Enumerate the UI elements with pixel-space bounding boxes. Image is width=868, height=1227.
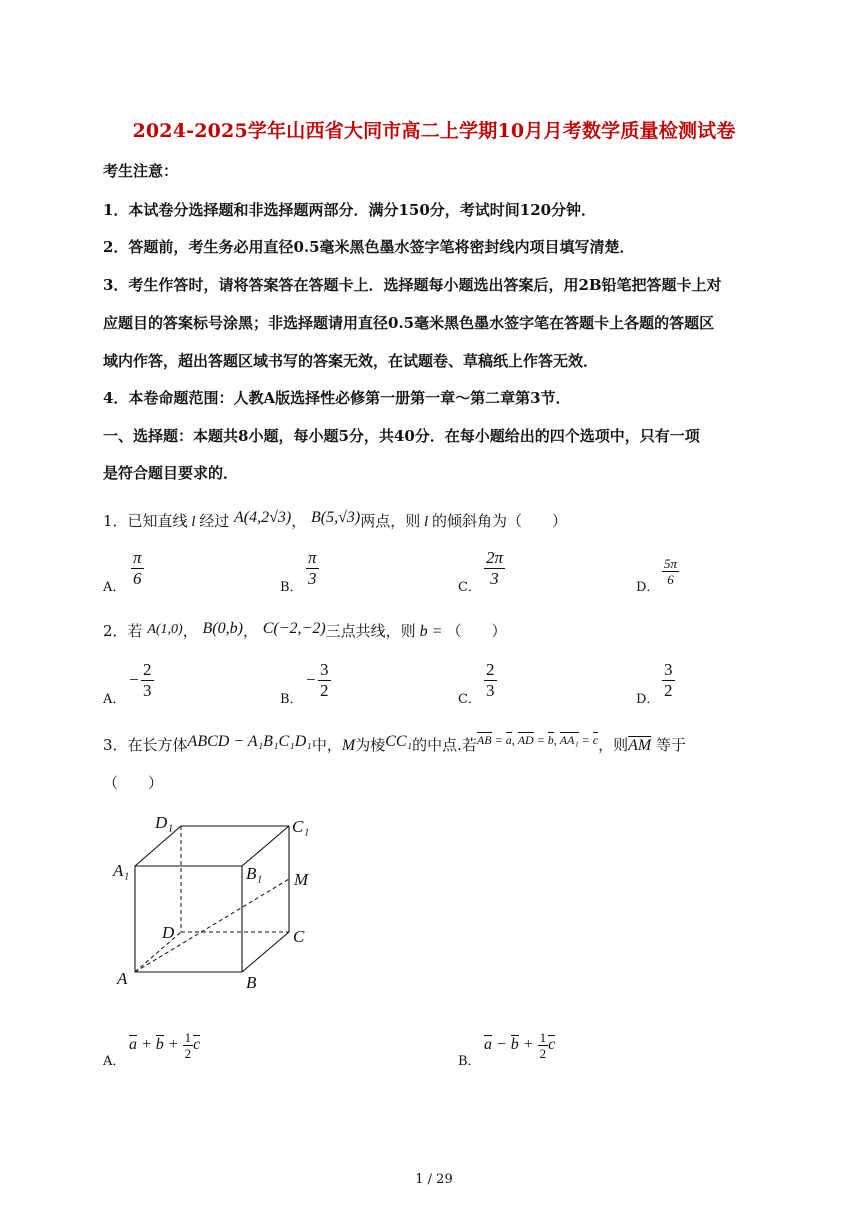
q3-edge: CC₁ xyxy=(385,733,413,750)
q3-target-vector: AM xyxy=(628,737,652,754)
q2-prefix: 2．若 xyxy=(103,622,143,640)
q2-option-b[interactable]: $_{B.}$ − $\frac{3}{2}$ xyxy=(280,660,329,707)
q3-vector-definitions: AB = a, AD = b, AA₁ = c xyxy=(476,733,599,747)
label-b1: B₁ xyxy=(246,864,263,883)
notice-heading: 考生注意： xyxy=(103,162,179,180)
edge-b1c1 xyxy=(242,826,289,866)
label-d1: D₁ xyxy=(155,813,174,832)
q2-option-a[interactable]: $_{A.}$ − $\frac{2}{3}$ xyxy=(103,660,152,707)
notice-item-3-line-1: 3．考生作答时，请将答案答在答题卡上．选择题每小题选出答案后，用2B铅笔把答题卡上对 xyxy=(103,276,722,294)
q1-option-c[interactable]: $_{C.}$ $\frac{2\pi}{3}$ xyxy=(458,548,504,595)
page-title: 2024-2025学年山西省大同市高二上学期10月月考数学质量检测试卷 xyxy=(132,120,736,142)
notice-item-2: 2．答题前，考生务必用直径0.5毫米黑色墨水签字笔将密封线内项目填写清楚． xyxy=(103,238,635,256)
q2-point-b: B(0,b) xyxy=(202,620,243,637)
q2-point-c: C(−2,−2) xyxy=(262,620,326,637)
q1-text-1: 经过 xyxy=(199,512,230,530)
q2-option-c-fraction: $\frac{2}{3}$ xyxy=(486,660,495,700)
q1-point-b: B(5,√3) xyxy=(311,509,361,526)
question-2: 2．若 A(1,0)， B(0,b)， C(−2,−2)三点共线，则 b = （ ） xyxy=(103,620,507,640)
q3-option-a-expr: a + b + $\frac{1}{2}$ c xyxy=(129,1030,201,1061)
q1-prefix: 1．已知直线 xyxy=(103,512,188,530)
q3-prefix: 3．在长方体 xyxy=(103,736,188,754)
q2-options xyxy=(103,660,743,710)
cuboid-figure xyxy=(105,808,325,998)
q1-option-a-fraction: $\frac{\pi}{6}$ xyxy=(133,548,142,588)
section-heading-line-1: 一、选择题：本题共8小题，每小题5分，共40分．在每小题给出的四个选项中，只有一项 xyxy=(103,427,700,445)
q1-option-c-fraction: $\frac{2\pi}{3}$ xyxy=(486,548,504,588)
q1-option-b[interactable]: $_{B.}$ $\frac{\pi}{3}$ xyxy=(280,548,317,595)
label-a: A xyxy=(117,969,128,988)
q3-solid: ABCD − A₁B₁C₁D₁ xyxy=(187,733,312,750)
q2-text-1: 三点共线，则 xyxy=(325,622,416,640)
q1-option-d-fraction: $\frac{5\pi}{6}$ xyxy=(664,556,678,587)
q3-option-b-expr: a − b + $\frac{1}{2}$ c xyxy=(484,1030,556,1061)
question-3: 3．在长方体ABCD − A₁B₁C₁D₁中，M为棱CC₁的中点.若$^{AB = a, AD = b, AA_1 = c}$，则AM 等于 xyxy=(103,733,686,754)
q3-answer-paren: （ ） xyxy=(103,774,164,792)
label-m: M xyxy=(294,870,309,889)
section-heading-line-2: 是符合题目要求的． xyxy=(103,464,239,482)
segment-am xyxy=(135,879,289,972)
label-b: B xyxy=(246,973,257,992)
label-c1: C₁ xyxy=(292,817,310,836)
q1-options xyxy=(103,548,743,598)
q2-option-c[interactable]: $_{C.}$ $\frac{2}{3}$ xyxy=(458,660,495,707)
q2-option-a-fraction: $\frac{2}{3}$ xyxy=(143,660,152,700)
label-c: C xyxy=(293,927,305,946)
edge-bc xyxy=(242,932,289,972)
label-d: D xyxy=(162,923,175,942)
edge-a1d1 xyxy=(135,826,181,866)
notice-item-3-line-2: 应题目的答案标号涂黑；非选择题请用直径0.5毫米黑色墨水签字笔在答题卡上各题的答题区 xyxy=(103,314,715,332)
q1-text-3: 的倾斜角为（ ） xyxy=(431,512,567,530)
q1-option-b-fraction: $\frac{\pi}{3}$ xyxy=(308,548,317,588)
notice-item-3-line-3: 域内作答，超出答题区域书写的答案无效，在试题卷、草稿纸上作答无效． xyxy=(103,352,599,370)
label-a1: A₁ xyxy=(113,861,130,880)
q3-option-b[interactable]: B． a − b + $\frac{1}{2}$ c xyxy=(458,1030,556,1069)
q1-text-2: 两点，则 xyxy=(360,512,421,530)
q1-option-a[interactable]: $_{A.}$ $\frac{\pi}{6}$ xyxy=(103,548,142,595)
q2-point-a: A(1,0) xyxy=(147,622,183,637)
q2-option-b-fraction: $\frac{3}{2}$ xyxy=(320,660,329,700)
notice-item-4: 4．本卷命题范围：人教A版选择性必修第一册第一章～第二章第3节． xyxy=(103,389,571,407)
q2-text-2: （ ） xyxy=(446,622,507,640)
q2-option-d[interactable]: $_{D.}$ $\frac{3}{2}$ xyxy=(636,660,673,707)
q1-point-a: A(4,2√3) xyxy=(234,509,292,526)
q1-option-d[interactable]: $_{D.}$ $\frac{5\pi}{6}$ xyxy=(636,556,678,595)
notice-item-1: 1．本试卷分选择题和非选择题两部分．满分150分，考试时间120分钟． xyxy=(103,201,597,219)
q3-option-a[interactable]: A． a + b + $\frac{1}{2}$ c xyxy=(103,1030,201,1069)
page-number: 1 / 29 xyxy=(415,1172,453,1187)
question-1: 1．已知直线 l 经过 A(4,2√3)， B(5,√3)两点，则 l 的倾斜角为（ ） xyxy=(103,509,567,530)
q2-option-d-fraction: $\frac{3}{2}$ xyxy=(664,660,673,700)
